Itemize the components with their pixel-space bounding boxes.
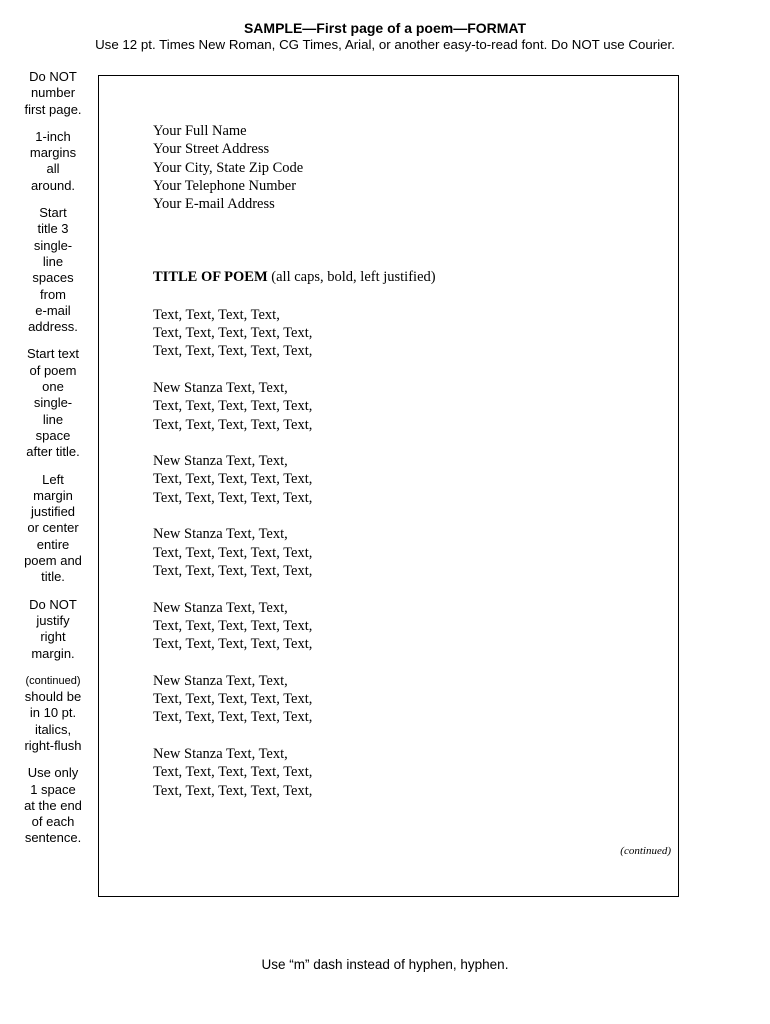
note-no-page-number bbox=[14, 69, 92, 118]
note-line: spaces bbox=[32, 270, 74, 286]
note-line: 1 space bbox=[30, 781, 76, 797]
note-line: all bbox=[46, 161, 60, 177]
poem-line: Text, Text, Text, Text, Text, bbox=[153, 764, 313, 781]
poem-line: Text, Text, Text, Text, Text, bbox=[153, 691, 313, 708]
contact-email: Your E-mail Address bbox=[153, 196, 275, 213]
note-line: 1-inch bbox=[35, 128, 71, 144]
poem-line: New Stanza Text, Text, bbox=[153, 453, 288, 470]
note-line: entire bbox=[36, 536, 70, 552]
poem-line: Text, Text, Text, Text, Text, bbox=[153, 489, 313, 506]
note-line: Left bbox=[42, 471, 64, 487]
side-notes bbox=[14, 69, 92, 858]
note-line: margins bbox=[29, 145, 77, 161]
poem-line: Text, Text, Text, Text, Text, bbox=[153, 562, 313, 579]
contact-name: Your Full Name bbox=[153, 123, 247, 139]
poem-line: New Stanza Text, Text, bbox=[153, 745, 288, 762]
poem-line: Text, Text, Text, Text, Text, bbox=[153, 709, 313, 726]
poem-stanzas bbox=[153, 306, 436, 800]
note-line: justified bbox=[30, 504, 76, 520]
note-left-margin bbox=[14, 472, 92, 586]
note-line: Start text bbox=[26, 346, 80, 362]
note-line: margin. bbox=[31, 645, 75, 661]
note-spacing bbox=[14, 765, 92, 846]
note-line: title 3 bbox=[37, 221, 69, 237]
note-line: in 10 pt. bbox=[29, 705, 77, 721]
poem-line: Text, Text, Text, Text, Text, bbox=[153, 416, 313, 433]
note-margins bbox=[14, 129, 92, 194]
note-continued bbox=[14, 673, 92, 754]
poem-stanza bbox=[153, 745, 436, 800]
note-line: Use only bbox=[27, 765, 79, 781]
note-line: e-mail bbox=[35, 302, 71, 318]
note-line: margin bbox=[33, 487, 73, 503]
poem-line: Text, Text, Text, Text, bbox=[153, 306, 280, 323]
note-line: (continued) bbox=[25, 674, 81, 687]
note-line: one bbox=[42, 379, 64, 395]
note-poem-start bbox=[14, 346, 92, 460]
note-line: line bbox=[42, 253, 64, 269]
poem-stanza bbox=[153, 379, 436, 434]
poem-stanza bbox=[153, 599, 436, 654]
note-line: single- bbox=[33, 237, 73, 253]
poem-line: Text, Text, Text, Text, Text, bbox=[153, 343, 313, 360]
font-instruction: Use 12 pt. Times New Roman, CG Times, Arial, or another easy-to-read font. Do NOT use Courier. bbox=[95, 37, 675, 52]
note-line: line bbox=[42, 411, 64, 427]
note-line: or center bbox=[27, 520, 79, 536]
note-line: justify bbox=[36, 612, 70, 628]
note-line: right bbox=[40, 629, 66, 645]
note-line: first page. bbox=[24, 101, 82, 117]
poem-stanza bbox=[153, 525, 436, 580]
note-line: italics, bbox=[34, 721, 72, 737]
poem-line: Text, Text, Text, Text, Text, bbox=[153, 544, 313, 561]
contact-street: Your Street Address bbox=[153, 141, 270, 158]
poem-line: Text, Text, Text, Text, Text, bbox=[153, 471, 313, 488]
poem-line: Text, Text, Text, Text, Text, bbox=[153, 617, 313, 634]
note-line: of each bbox=[31, 814, 75, 830]
note-line: around. bbox=[30, 177, 76, 193]
note-line: space bbox=[35, 427, 71, 443]
note-line: sentence. bbox=[24, 830, 82, 846]
continued-label: (continued) bbox=[620, 845, 671, 857]
note-line: from bbox=[40, 286, 66, 302]
note-line: Do NOT bbox=[29, 69, 77, 84]
poem-page-content bbox=[153, 122, 436, 818]
poem-line: New Stanza Text, Text, bbox=[153, 672, 288, 689]
note-line: after title. bbox=[26, 444, 80, 460]
poem-title-line bbox=[153, 268, 436, 286]
poem-line: New Stanza Text, Text, bbox=[153, 599, 288, 616]
note-line: of poem bbox=[29, 362, 77, 378]
contact-phone: Your Telephone Number bbox=[153, 177, 297, 194]
note-title-spacing bbox=[14, 205, 92, 335]
note-line: address. bbox=[28, 319, 78, 335]
contact-block bbox=[153, 122, 436, 213]
poem-stanza bbox=[153, 306, 436, 361]
poem-line: Text, Text, Text, Text, Text, bbox=[153, 782, 313, 799]
note-line: should be bbox=[24, 689, 82, 705]
note-line: poem and bbox=[24, 553, 82, 569]
poem-stanza bbox=[153, 672, 436, 727]
note-line: Start bbox=[39, 205, 67, 221]
note-right-margin bbox=[14, 597, 92, 662]
poem-line: Text, Text, Text, Text, Text, bbox=[153, 325, 313, 342]
note-line: at the end bbox=[24, 797, 82, 813]
note-line: single- bbox=[33, 395, 73, 411]
poem-title: TITLE OF POEM bbox=[153, 269, 268, 286]
poem-line: Text, Text, Text, Text, Text, bbox=[153, 636, 313, 653]
note-line: title. bbox=[41, 569, 65, 585]
poem-line: New Stanza Text, Text, bbox=[153, 526, 288, 543]
note-line: number bbox=[30, 85, 76, 101]
contact-city: Your City, State Zip Code bbox=[153, 159, 304, 176]
page-title: SAMPLE—First page of a poem—FORMAT bbox=[243, 20, 527, 36]
note-line: right-flush bbox=[24, 737, 82, 753]
poem-stanza bbox=[153, 452, 436, 507]
poem-title-note: (all caps, bold, left justified) bbox=[267, 269, 436, 286]
note-line: Do NOT bbox=[29, 596, 77, 612]
footer-note: Use “m” dash instead of hyphen, hyphen. bbox=[261, 957, 509, 972]
poem-line: New Stanza Text, Text, bbox=[153, 379, 288, 396]
poem-line: Text, Text, Text, Text, Text, bbox=[153, 398, 313, 415]
